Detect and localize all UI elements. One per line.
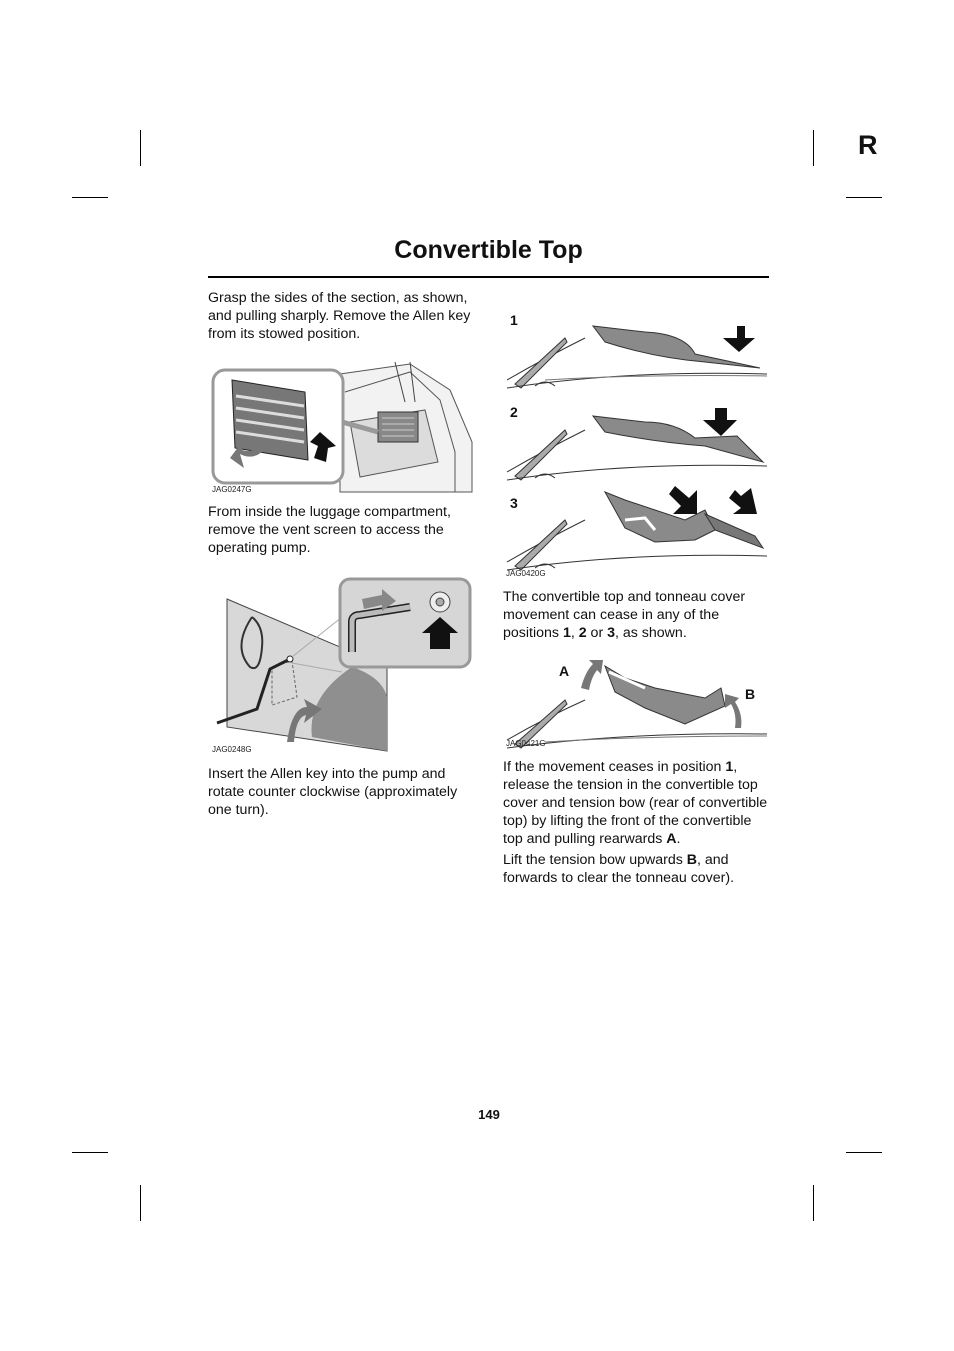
figure-allen-key-stowage [210,362,474,494]
paragraph-movement-positions: The convertible top and tonneau cover movement can cease in any of the positions 1, 2 or 3, as shown. [503,589,746,641]
figure-code: JAG0420G [506,569,546,578]
figure-code: JAG0421G [506,739,546,748]
crop-mark [846,1152,882,1153]
figure-label-b: B [745,686,756,702]
figure-code: JAG0247G [212,485,252,494]
crop-mark [72,197,108,198]
crop-mark [813,130,814,166]
paragraph-insert-allen-key: Insert the Allen key into the pump and rotate counter clockwise (approximately one turn). [208,766,458,818]
figure-label-a: A [559,663,570,679]
paragraph-lift-tension-bow: Lift the tension bow upwards B, and forwards to clear the tonneau cover). [503,852,735,886]
crop-mark [72,1152,108,1153]
figure-label-3: 3 [510,495,518,511]
section-letter: R [858,130,879,160]
figure-top-positions [505,318,767,578]
title-rule [208,276,769,278]
page-number: 149 [478,1107,500,1122]
figure-label-2: 2 [510,404,518,420]
crop-mark [846,197,882,198]
crop-mark [140,130,141,166]
figure-pump-access [212,577,474,753]
figure-label-1: 1 [510,312,518,328]
paragraph-remove-allen-key: Grasp the sides of the section, as shown, and pulling sharply. Remove the Allen key from its stowed position. [208,290,471,342]
paragraph-remove-vent-screen: From inside the luggage compartment, remove the vent screen to access the operating pump. [208,504,451,556]
figure-code: JAG0248G [212,745,252,754]
paragraph-position-1-instructions: If the movement ceases in position 1, release the tension in the convertible top cover and tension bow (rear of convertible top) by lifting the front of the convertible top and pulling rearwards A. [503,759,768,847]
figure-release-tension [505,658,767,750]
page-title: Convertible Top [394,236,583,264]
crop-mark [813,1185,814,1221]
crop-mark [140,1185,141,1221]
